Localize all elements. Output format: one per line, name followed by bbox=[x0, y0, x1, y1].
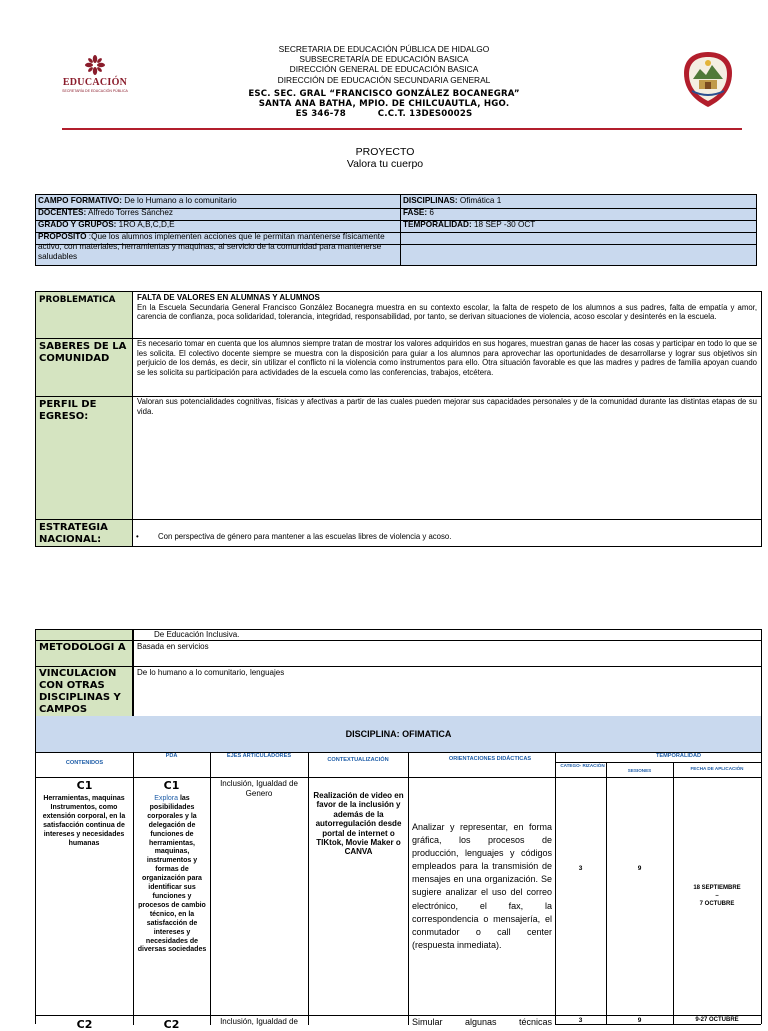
estrategia-label: ESTRATEGIA NACIONAL: bbox=[36, 520, 133, 546]
disciplinas bbox=[401, 196, 757, 206]
project-title bbox=[240, 146, 530, 170]
docentes-label: DOCENTES: bbox=[38, 208, 87, 217]
disciplinas-value: Ofimática 1 bbox=[457, 196, 502, 205]
fase-label: FASE: bbox=[403, 208, 428, 217]
general-info-table bbox=[35, 194, 757, 266]
row2-orientaciones: Simular algunas técnicas bbox=[412, 1017, 552, 1027]
school-name: ESC. SEC. GRAL “FRANCISCO GONZÁLEZ BOCANEGRA” bbox=[248, 89, 520, 99]
divider bbox=[36, 666, 761, 667]
row1-fecha-sep: – bbox=[715, 893, 719, 899]
col-pda: PDA bbox=[165, 753, 178, 759]
row2-pda-code: C2 bbox=[163, 1018, 180, 1031]
divider bbox=[555, 752, 556, 1025]
temporalidad-value: 18 SEP -30 OCT bbox=[471, 220, 536, 229]
row2-ejes: Inclusión, Igualdad de bbox=[220, 1017, 298, 1026]
problematica-text bbox=[137, 293, 757, 322]
proposito-label: PROPOSITO bbox=[38, 232, 87, 241]
metodologia-label: METODOLOGI A bbox=[36, 641, 133, 666]
problematica-title: FALTA DE VALORES EN ALUMNAS Y ALUMNOS bbox=[137, 293, 320, 302]
row1-contextualizacion: Realización de video en favor de la inclusión y además de la autorregulación desde portal de internet o TIKtok, Movie Maker o CANVA bbox=[313, 791, 404, 857]
header-divider bbox=[62, 128, 742, 130]
fase-value: 6 bbox=[427, 208, 434, 217]
school-seal-icon bbox=[682, 51, 734, 108]
divider bbox=[408, 752, 409, 1025]
divider bbox=[400, 244, 401, 266]
perfil-label: PERFIL DE EGRESO: bbox=[36, 397, 133, 519]
divider bbox=[36, 777, 761, 778]
col-ejes: EJES ARTICULADORES bbox=[226, 753, 292, 759]
label-spacer bbox=[36, 630, 133, 640]
col-fecha: FECHA DE APLICACIÓN bbox=[690, 766, 744, 771]
divider bbox=[36, 1015, 761, 1016]
divider bbox=[555, 762, 761, 763]
grado-value: 1RO A,B,C,D,E bbox=[116, 220, 175, 229]
campo-value: De lo Humano a lo comunitario bbox=[122, 196, 237, 205]
row2-contenido-code: C2 bbox=[76, 1018, 93, 1031]
divider bbox=[133, 630, 134, 716]
col-contenidos: CONTENIDOS bbox=[65, 760, 104, 766]
col-contextualizacion: CONTEXTUALIZACIÓN bbox=[327, 757, 389, 763]
temporalidad bbox=[401, 220, 757, 230]
flower-icon bbox=[85, 55, 105, 75]
divider bbox=[210, 752, 211, 1025]
problematica-body: En la Escuela Secundaria General Francisco González Bocanegra muestra en su contexto escolar, la falta de respeto de los alumnos a sus padres, falta de empatía y amor, carencia de confianza, poca solidaridad, tolerancia, integridad, responsabilidad, por tanto, se derivan situaciones de violencia, acoso escolar y desinterés en la escuela. bbox=[137, 302, 757, 322]
divider bbox=[308, 752, 309, 1025]
temporalidad-label: TEMPORALIDAD: bbox=[403, 220, 472, 229]
row1-pda-text: las posibilidades corporales y la delegación de funciones de herramientas, maquinas, instrumentos y formas de organización para identificar sus funciones y procesos de cambio técnico, en la satisfacción de intereses y necesidades de diversas sociedades bbox=[137, 795, 207, 954]
perfil-text: Valoran sus potencialidades cognitivas, físicas y afectivas a partir de las cuales pueden mejorar sus capacidades personales y de la comunidad durante las distintas etapas de su vida. bbox=[137, 397, 757, 416]
row1-pda bbox=[137, 795, 207, 955]
col-temporalidad: TEMPORALIDAD bbox=[655, 753, 702, 759]
row1-fecha-end: 7 OCTUBRE bbox=[699, 901, 735, 907]
project-label: PROYECTO bbox=[355, 146, 415, 158]
campo-label: CAMPO FORMATIVO: bbox=[38, 196, 122, 205]
divider bbox=[606, 762, 607, 1025]
divider bbox=[133, 752, 134, 1025]
row1-orientaciones: Analizar y representar, en forma gráfica, los procesos de producción, lenguajes y códigos empleados para la transmisión de mensajes en una organización. Se sugiere analizar el uso del correo electrónico, el fax, la correspondencia o mensajería, el conmutador o call center (respuesta inmediata). bbox=[412, 822, 552, 950]
saberes-label: SABERES DE LA COMUNIDAD bbox=[36, 339, 133, 396]
header-institution bbox=[180, 44, 588, 85]
row2-categorizacion: 3 bbox=[578, 1017, 583, 1024]
campo-formativo bbox=[36, 196, 400, 206]
education-logo bbox=[55, 55, 135, 95]
col-sesiones: SESIONES bbox=[627, 768, 652, 773]
header-line-2: SUBSECRETARÍA DE EDUCACIÓN BASICA bbox=[299, 54, 469, 65]
vinculacion-value: De lo humano a lo comunitario, lenguajes bbox=[137, 668, 285, 677]
disciplinas-label: DISCIPLINAS: bbox=[403, 196, 458, 205]
divider bbox=[555, 1024, 761, 1025]
saberes-text: Es necesario tomar en cuenta que los alumnos siempre tratan de mostrar los valores adquiridos en sus hogares, muestran ganas de hacer las cosas y participar en todo lo que se les solicita. El colectivo docente siempre se muestra con la disposición para guiar a los alumnos para aprovechar las oportunidades de desarrollarse y lograr sus objetivos sin perjuicio de los demás, es decir, sin utilizar el conflicto ni la violencia como instrumentos para ello. Otra situación favorable es que las madres y padres de familia apoyan cuando se les solicita su participación para actividades de la escuela como las conferencias, trabajos, etcétera. bbox=[137, 339, 757, 377]
vinculacion-label: VINCULACION CON OTRAS DISCIPLINAS Y CAMPOS bbox=[36, 667, 133, 717]
row1-pda-code: C1 bbox=[163, 779, 180, 792]
logo-text: EDUCACIÓN bbox=[62, 77, 128, 88]
row1-ejes: Inclusión, Igualdad de Genero bbox=[220, 779, 298, 798]
context-table bbox=[35, 291, 762, 547]
proposito bbox=[36, 232, 400, 266]
divider bbox=[36, 519, 761, 520]
school-location: SANTA ANA BATHA, MPIO. DE CHILCUAUTLA, HGO. bbox=[258, 99, 510, 109]
docentes-value: Alfredo Torres Sánchez bbox=[86, 208, 173, 217]
row1-contenido-code: C1 bbox=[76, 779, 93, 792]
plan-top-text: De Educación Inclusiva. bbox=[154, 630, 240, 639]
row1-categorizacion: 3 bbox=[578, 865, 583, 872]
problematica-label: PROBLEMATICA bbox=[36, 292, 133, 338]
fase bbox=[401, 208, 757, 218]
docentes bbox=[36, 208, 400, 218]
metodologia-value: Basada en servicios bbox=[137, 642, 209, 651]
project-name: Valora tu cuerpo bbox=[346, 158, 424, 170]
grado-label: GRADO Y GRUPOS: bbox=[38, 220, 117, 229]
col-categorizacion: CATEGO- RIZACIÓN bbox=[560, 763, 605, 768]
divider bbox=[36, 640, 761, 641]
header-line-4: DIRECCIÓN DE EDUCACIÓN SECUNDARIA GENERAL bbox=[277, 74, 491, 85]
plan-table bbox=[35, 629, 762, 1031]
row1-contenido: Herramientas, maquinas Instrumentos, como extensión corporal, en la satisfacción continua de intereses y necesidades humanas bbox=[42, 795, 126, 847]
row2-fecha: 9-27 OCTUBRE bbox=[695, 1017, 739, 1023]
header-line-3: DIRECCIÓN GENERAL DE EDUCACIÓN BASICA bbox=[289, 64, 479, 75]
logo-subtext: SECRETARÍA DE EDUCACIÓN PÚBLICA bbox=[62, 89, 128, 93]
row1-pda-verb: Explora bbox=[154, 795, 179, 802]
header-line-1: SECRETARIA DE EDUCACIÓN PÚBLICA DE HIDALGO bbox=[278, 44, 490, 54]
estrategia-text: Con perspectiva de género para mantener a las escuelas libres de violencia y acoso. bbox=[158, 532, 452, 541]
row1-fecha-start: 18 SEPTIEMBRE bbox=[693, 885, 741, 891]
row1-sesiones: 9 bbox=[637, 865, 642, 872]
row1-fecha bbox=[673, 884, 761, 908]
row2-sesiones: 9 bbox=[637, 1017, 642, 1024]
school-code: ES 346-78 C.C.T. 13DES0002S bbox=[295, 109, 473, 119]
estrategia-item bbox=[136, 532, 756, 542]
proposito-value: :Que los alumnos implementen acciones que le permitan mantenerse físicamente activo, con materiales, herramientas y maquinas, al servicio de la comunidad para mantenerse saludables bbox=[38, 232, 385, 261]
discipline-title: DISCIPLINA: OFIMATICA bbox=[345, 729, 452, 739]
bullet: • bbox=[136, 532, 139, 541]
grado-grupos bbox=[36, 220, 400, 230]
col-orientaciones: ORIENTACIONES DIDÁCTICAS bbox=[448, 756, 532, 762]
header-school bbox=[180, 89, 588, 119]
